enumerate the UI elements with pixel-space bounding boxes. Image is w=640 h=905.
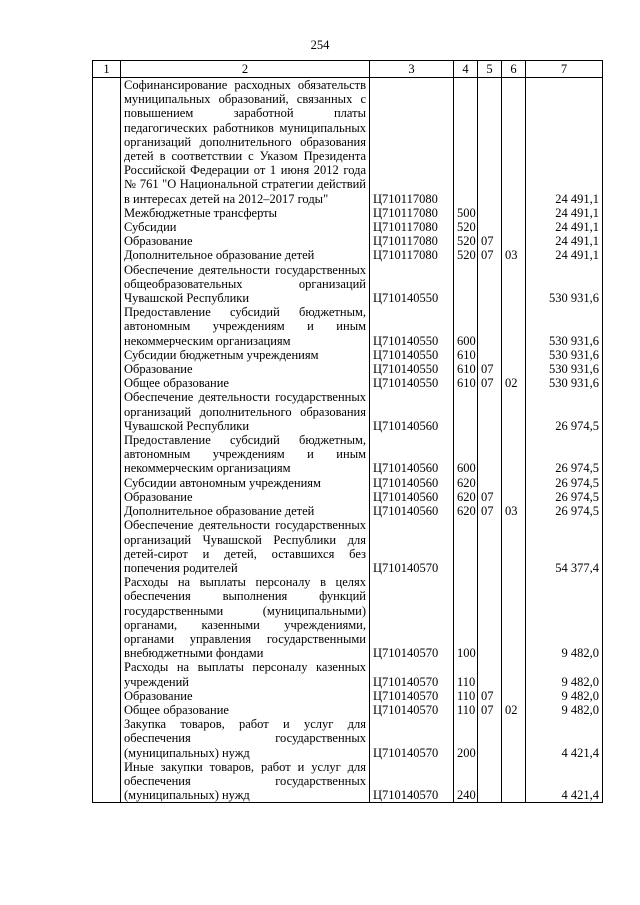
cell-subsection: 02	[502, 376, 526, 390]
cell-expense-type: 240	[454, 760, 478, 803]
cell-code: Ц710140570	[370, 689, 454, 703]
cell-section	[478, 760, 502, 803]
row-name-text: Общее образование	[124, 376, 229, 391]
cell-sum: 24 491,1	[526, 78, 603, 206]
cell-section	[478, 518, 502, 575]
cell-subsection	[502, 760, 526, 803]
row-name-text: Дополнительное образование детей	[124, 248, 315, 263]
cell-name	[121, 575, 370, 660]
cell-number	[93, 348, 121, 362]
cell-expense-type: 620	[454, 504, 478, 518]
cell-name	[121, 220, 370, 234]
cell-code: Ц710140570	[370, 717, 454, 760]
cell-code: Ц710117080	[370, 206, 454, 220]
row-name-text: Расходы на выплаты персоналу казенных учреждений	[124, 660, 366, 689]
table-row	[93, 660, 603, 688]
table-row	[93, 263, 603, 306]
cell-sum: 9 482,0	[526, 703, 603, 717]
table-body	[93, 78, 603, 803]
cell-number	[93, 575, 121, 660]
cell-expense-type	[454, 518, 478, 575]
cell-subsection	[502, 234, 526, 248]
cell-number	[93, 703, 121, 717]
cell-code: Ц710140550	[370, 348, 454, 362]
cell-code: Ц710140550	[370, 376, 454, 390]
cell-subsection	[502, 575, 526, 660]
table-row	[93, 206, 603, 220]
cell-expense-type	[454, 390, 478, 433]
cell-subsection	[502, 220, 526, 234]
cell-number	[93, 717, 121, 760]
cell-expense-type: 110	[454, 703, 478, 717]
table-row	[93, 575, 603, 660]
cell-sum: 24 491,1	[526, 206, 603, 220]
header-col-7: 7	[526, 61, 603, 78]
cell-section	[478, 476, 502, 490]
cell-expense-type: 500	[454, 206, 478, 220]
cell-number	[93, 660, 121, 688]
cell-number	[93, 390, 121, 433]
cell-subsection	[502, 689, 526, 703]
cell-code: Ц710140570	[370, 703, 454, 717]
table-row	[93, 305, 603, 348]
cell-sum: 24 491,1	[526, 234, 603, 248]
cell-code: Ц710140570	[370, 760, 454, 803]
cell-expense-type: 110	[454, 660, 478, 688]
cell-subsection	[502, 433, 526, 476]
cell-sum: 530 931,6	[526, 263, 603, 306]
cell-number	[93, 263, 121, 306]
cell-sum: 26 974,5	[526, 433, 603, 476]
cell-subsection	[502, 78, 526, 206]
cell-name	[121, 362, 370, 376]
cell-name	[121, 390, 370, 433]
cell-section: 07	[478, 362, 502, 376]
cell-expense-type: 610	[454, 376, 478, 390]
cell-code: Ц710140550	[370, 263, 454, 306]
cell-name	[121, 760, 370, 803]
header-col-3: 3	[370, 61, 454, 78]
cell-subsection	[502, 390, 526, 433]
cell-sum: 4 421,4	[526, 760, 603, 803]
table-row	[93, 234, 603, 248]
cell-sum: 9 482,0	[526, 660, 603, 688]
row-name-text: Образование	[124, 362, 193, 377]
cell-subsection	[502, 490, 526, 504]
cell-expense-type: 610	[454, 362, 478, 376]
cell-expense-type	[454, 263, 478, 306]
cell-sum: 26 974,5	[526, 504, 603, 518]
cell-name	[121, 476, 370, 490]
cell-section: 07	[478, 689, 502, 703]
cell-name	[121, 234, 370, 248]
cell-section	[478, 575, 502, 660]
cell-name	[121, 248, 370, 262]
cell-name	[121, 518, 370, 575]
cell-name	[121, 689, 370, 703]
cell-section	[478, 220, 502, 234]
cell-sum: 26 974,5	[526, 476, 603, 490]
cell-name	[121, 206, 370, 220]
cell-expense-type: 520	[454, 248, 478, 262]
row-name-text: Образование	[124, 489, 193, 504]
table-row	[93, 490, 603, 504]
cell-number	[93, 760, 121, 803]
cell-section: 07	[478, 248, 502, 262]
cell-sum: 54 377,4	[526, 518, 603, 575]
cell-number	[93, 305, 121, 348]
cell-subsection	[502, 660, 526, 688]
cell-code: Ц710140560	[370, 504, 454, 518]
cell-sum: 9 482,0	[526, 689, 603, 703]
cell-code: Ц710140560	[370, 390, 454, 433]
cell-number	[93, 689, 121, 703]
cell-section	[478, 263, 502, 306]
cell-name	[121, 660, 370, 688]
table-row	[93, 248, 603, 262]
cell-code: Ц710140570	[370, 660, 454, 688]
row-name-text: Субсидии автономным учреждениям	[124, 475, 321, 490]
table-row	[93, 476, 603, 490]
table-row	[93, 433, 603, 476]
row-name-text: Закупка товаров, работ и услуг для обеспечения государственных (муниципальных) нужд	[124, 717, 366, 760]
cell-expense-type: 200	[454, 717, 478, 760]
table-row	[93, 78, 603, 206]
cell-number	[93, 78, 121, 206]
row-name-text: Образование	[124, 688, 193, 703]
cell-section: 07	[478, 376, 502, 390]
cell-name	[121, 376, 370, 390]
table-row	[93, 362, 603, 376]
cell-name	[121, 263, 370, 306]
cell-code: Ц710140550	[370, 362, 454, 376]
cell-number	[93, 504, 121, 518]
cell-code: Ц710117080	[370, 234, 454, 248]
cell-code: Ц710140550	[370, 305, 454, 348]
row-name-text: Образование	[124, 234, 193, 249]
cell-number	[93, 220, 121, 234]
cell-expense-type: 520	[454, 220, 478, 234]
cell-subsection	[502, 362, 526, 376]
cell-subsection	[502, 305, 526, 348]
table-row	[93, 220, 603, 234]
cell-code: Ц710140560	[370, 476, 454, 490]
cell-section	[478, 433, 502, 476]
cell-subsection	[502, 263, 526, 306]
cell-section: 07	[478, 490, 502, 504]
cell-subsection	[502, 206, 526, 220]
row-name-text: Предоставление субсидий бюджетным, автономным учреждениям и иным некоммерческим организациям	[124, 305, 366, 348]
cell-expense-type: 110	[454, 689, 478, 703]
header-col-1: 1	[93, 61, 121, 78]
cell-code: Ц710140560	[370, 433, 454, 476]
header-col-4: 4	[454, 61, 478, 78]
cell-expense-type: 100	[454, 575, 478, 660]
cell-expense-type: 620	[454, 490, 478, 504]
table-row	[93, 376, 603, 390]
cell-section	[478, 390, 502, 433]
cell-sum: 530 931,6	[526, 362, 603, 376]
cell-subsection: 03	[502, 504, 526, 518]
cell-expense-type: 600	[454, 305, 478, 348]
cell-sum: 530 931,6	[526, 348, 603, 362]
cell-number	[93, 490, 121, 504]
table-row	[93, 504, 603, 518]
row-name-text: Субсидии бюджетным учреждениям	[124, 347, 319, 362]
cell-name	[121, 490, 370, 504]
row-name-text: Иные закупки товаров, работ и услуг для обеспечения государственных (муниципальных) нужд	[124, 759, 366, 803]
table-row	[93, 760, 603, 803]
cell-number	[93, 362, 121, 376]
cell-code: Ц710117080	[370, 78, 454, 206]
cell-code: Ц710117080	[370, 248, 454, 262]
cell-expense-type	[454, 78, 478, 206]
row-name-text: Обеспечение деятельности государственных организаций дополнительного образования Чувашской Республики	[124, 390, 366, 433]
cell-sum: 24 491,1	[526, 248, 603, 262]
table-row	[93, 717, 603, 760]
cell-name	[121, 433, 370, 476]
cell-number	[93, 476, 121, 490]
row-name-text: Субсидии	[124, 220, 177, 235]
header-col-2: 2	[121, 61, 370, 78]
cell-sum: 26 974,5	[526, 490, 603, 504]
table-row	[93, 518, 603, 575]
cell-name	[121, 504, 370, 518]
cell-section	[478, 660, 502, 688]
cell-section	[478, 717, 502, 760]
table-row	[93, 390, 603, 433]
row-name-text: Обеспечение деятельности государственных организаций Чувашской Республики для детей-сирот и детей, оставшихся без попечения родителей	[124, 518, 366, 575]
cell-subsection	[502, 348, 526, 362]
row-name-text: Расходы на выплаты персоналу в целях обеспечения выполнения функций государственными (муниципальными) органами, казенными учреждениями, органами управления государственными внебюджетными фондами	[124, 575, 366, 661]
table-row	[93, 689, 603, 703]
table-row	[93, 703, 603, 717]
cell-section	[478, 206, 502, 220]
row-name-text: Софинансирование расходных обязательств муниципальных образований, связанных с повышением заработной платы педагогических работников муниципальных организаций дополнительного образования детей в соответствии с Указом Президента Российской Федерации от 1 июня 2012 года № 761 "О Национальной стратегии действий в интересах детей на 2012–2017 годы"	[124, 78, 366, 206]
cell-number	[93, 206, 121, 220]
header-col-5: 5	[478, 61, 502, 78]
row-name-text: Дополнительное образование детей	[124, 504, 315, 519]
cell-expense-type: 610	[454, 348, 478, 362]
cell-section	[478, 305, 502, 348]
row-name-text: Предоставление субсидий бюджетным, автономным учреждениям и иным некоммерческим организациям	[124, 433, 366, 476]
cell-sum: 530 931,6	[526, 376, 603, 390]
cell-code: Ц710140560	[370, 490, 454, 504]
cell-subsection	[502, 518, 526, 575]
cell-section: 07	[478, 234, 502, 248]
page-number: 254	[310, 38, 330, 52]
cell-sum: 4 421,4	[526, 717, 603, 760]
cell-number	[93, 433, 121, 476]
cell-number	[93, 376, 121, 390]
header-col-6: 6	[502, 61, 526, 78]
cell-number	[93, 518, 121, 575]
row-name-text: Межбюджетные трансферты	[124, 205, 278, 220]
cell-sum: 9 482,0	[526, 575, 603, 660]
cell-name	[121, 305, 370, 348]
cell-name	[121, 348, 370, 362]
cell-subsection: 02	[502, 703, 526, 717]
row-name-text: Общее образование	[124, 702, 229, 717]
cell-name	[121, 703, 370, 717]
header-row	[93, 61, 603, 78]
cell-number	[93, 234, 121, 248]
budget-table	[92, 60, 603, 803]
row-name-text: Обеспечение деятельности государственных общеобразовательных организаций Чувашской Республики	[124, 262, 366, 306]
cell-sum: 24 491,1	[526, 220, 603, 234]
cell-section	[478, 348, 502, 362]
cell-code: Ц710140570	[370, 575, 454, 660]
cell-number	[93, 248, 121, 262]
table-row	[93, 348, 603, 362]
cell-section: 07	[478, 504, 502, 518]
cell-section	[478, 78, 502, 206]
cell-code: Ц710117080	[370, 220, 454, 234]
cell-expense-type: 520	[454, 234, 478, 248]
cell-sum: 26 974,5	[526, 390, 603, 433]
cell-section: 07	[478, 703, 502, 717]
cell-subsection	[502, 717, 526, 760]
cell-expense-type: 620	[454, 476, 478, 490]
cell-name	[121, 78, 370, 206]
cell-expense-type: 600	[454, 433, 478, 476]
cell-name	[121, 717, 370, 760]
cell-sum: 530 931,6	[526, 305, 603, 348]
cell-code: Ц710140570	[370, 518, 454, 575]
cell-subsection	[502, 476, 526, 490]
cell-subsection: 03	[502, 248, 526, 262]
